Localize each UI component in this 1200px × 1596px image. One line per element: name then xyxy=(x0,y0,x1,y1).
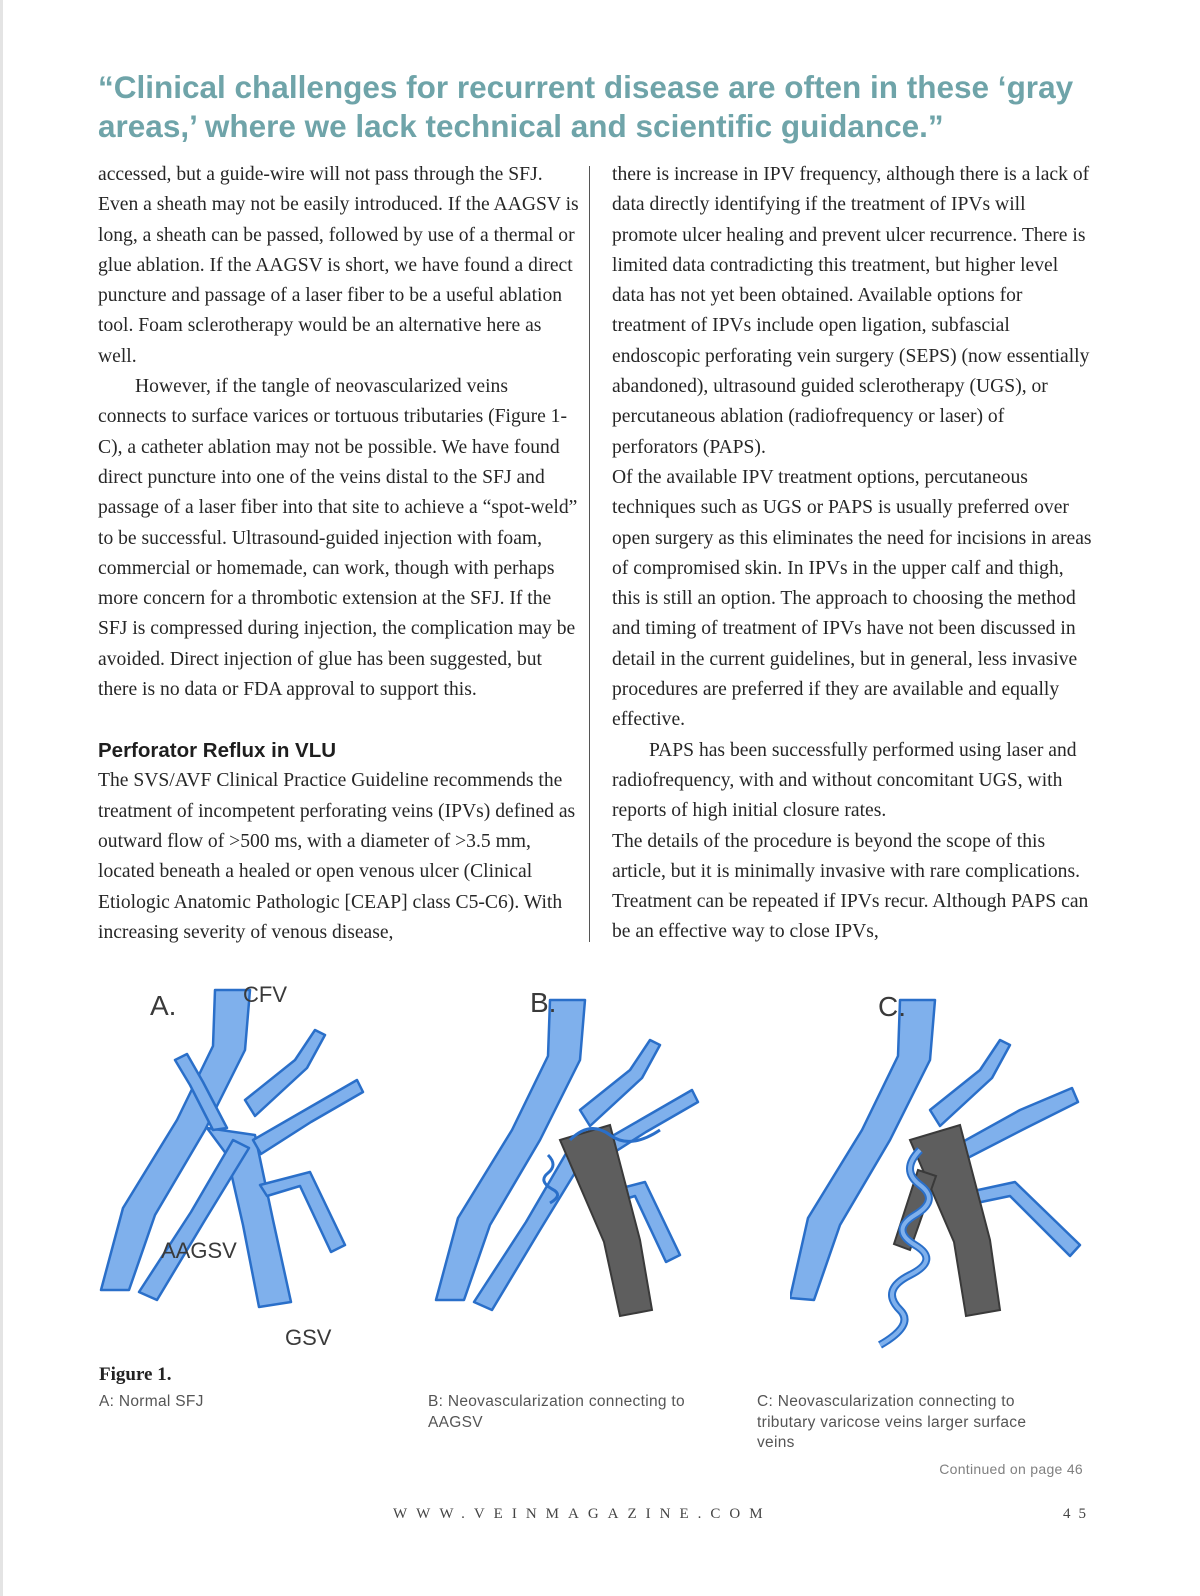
right-column xyxy=(612,160,1092,948)
left-paragraph-2: However, if the tangle of neovascularized veins connects to surface varices or tortuous tributaries (Figure 1-C), a catheter ablation may not be possible. We have found direct puncture into one of the veins distal to the SFJ and passage of a laser fiber into that site to achieve a “spot-weld” to be successful. Ultrasound-guided injection with foam, commercial or homemade, can work, though with perhaps more concern for a thrombotic extension at the SFJ. If the SFJ is compressed during injection, the complication may be avoided. Direct injection of glue has been suggested, but there is no data or FDA approval to support this. xyxy=(98,376,578,701)
right-paragraph-2: Of the available IPV treatment options, percutaneous techniques such as UGS or PAPS is usually preferred over open surgery as this eliminates the need for incisions in areas of compromised skin. In IPVs in the upper calf and thigh, this is still an option. The approach to choosing the method and timing of treatment of IPVs have not been discussed in detail in the current guidelines, but in general, less invasive procedures are preferred if they are available and equally effective. xyxy=(612,466,1092,731)
tributary-upper xyxy=(580,1040,660,1126)
left-paragraph-3: The SVS/AVF Clinical Practice Guideline recommends the treatment of incompetent perforating veins (IPVs) defined as outward flow of >500 ms, with a diameter of >3.5 mm, located beneath a healed or open venous ulcer (Clinical Etiologic Anatomic Pathologic [CEAP] class C5-C6). With increasing severity of venous disease, xyxy=(98,770,576,943)
caption-c: C: Neovascularization connecting to tributary varicose veins larger surface veins xyxy=(757,1393,1027,1451)
figure-panel-c xyxy=(790,980,1090,1370)
caption-a: A: Normal SFJ xyxy=(99,1393,204,1410)
footer-url: WWW.VEINMAGAZINE.COM xyxy=(393,1506,772,1522)
label-cfv: CFV xyxy=(243,982,287,1007)
page-edge xyxy=(0,0,3,1596)
ablated-gsv xyxy=(560,1125,652,1316)
continued-note: Continued on page 46 xyxy=(939,1461,1083,1477)
label-gsv: GSV xyxy=(285,1325,332,1350)
left-paragraph-1: accessed, but a guide-wire will not pass through the SFJ. Even a sheath may not be easily introduced. If the AAGSV is long, a sheath can be passed, followed by use of a thermal or glue ablation. If the AAGSV is short, we have found a direct puncture and passage of a laser fiber to be a useful ablation tool. Foam sclerotherapy would be an alternative here as well. xyxy=(98,164,579,367)
panel-a-letter: A. xyxy=(150,990,177,1021)
right-paragraph-1: there is increase in IPV frequency, although there is a lack of data directly identifying if the treatment of IPVs will promote ulcer healing and prevent ulcer recurrence. There is limited data contradicting this treatment, but higher level data has not yet been obtained. Available options for treatment of IPVs include open ligation, subfascial endoscopic perforating vein surgery (SEPS) (now essentially abandoned), ultrasound guided sclerotherapy (UGS), or percutaneous ablation (radiofrequency or laser) of perforators (PAPS). xyxy=(612,164,1090,458)
figure-panel-b xyxy=(430,980,730,1360)
tributary-upper xyxy=(930,1040,1010,1126)
caption-b: B: Neovascularization connecting to AAGSV xyxy=(428,1393,685,1431)
figure-panel-a xyxy=(95,980,395,1360)
ablated-gsv xyxy=(910,1125,1000,1316)
section-heading: Perforator Reflux in VLU xyxy=(98,739,337,763)
page-number: 45 xyxy=(1063,1506,1094,1522)
label-aagsv: AAGSV xyxy=(161,1238,237,1263)
tributary-upper xyxy=(245,1030,325,1116)
left-column xyxy=(98,160,580,948)
pull-quote: “Clinical challenges for recurrent disease are often in these ‘gray areas,’ where we lack technical and scientific guidance.” xyxy=(98,69,1074,144)
gsv-vein xyxy=(207,1128,291,1307)
right-paragraph-3: PAPS has been successfully performed using laser and radiofrequency, with and without concomitant UGS, with reports of high initial closure rates. xyxy=(612,739,1077,822)
figure-title: Figure 1. xyxy=(99,1364,172,1385)
right-paragraph-4: The details of the procedure is beyond the scope of this article, but it is minimally invasive with rare complications. Treatment can be repeated if IPVs recur. Although PAPS can be an effective way to close IPVs, xyxy=(612,830,1089,943)
panel-b-letter: B. xyxy=(530,987,557,1018)
panel-c-letter: C. xyxy=(878,991,906,1022)
column-divider xyxy=(589,166,590,942)
